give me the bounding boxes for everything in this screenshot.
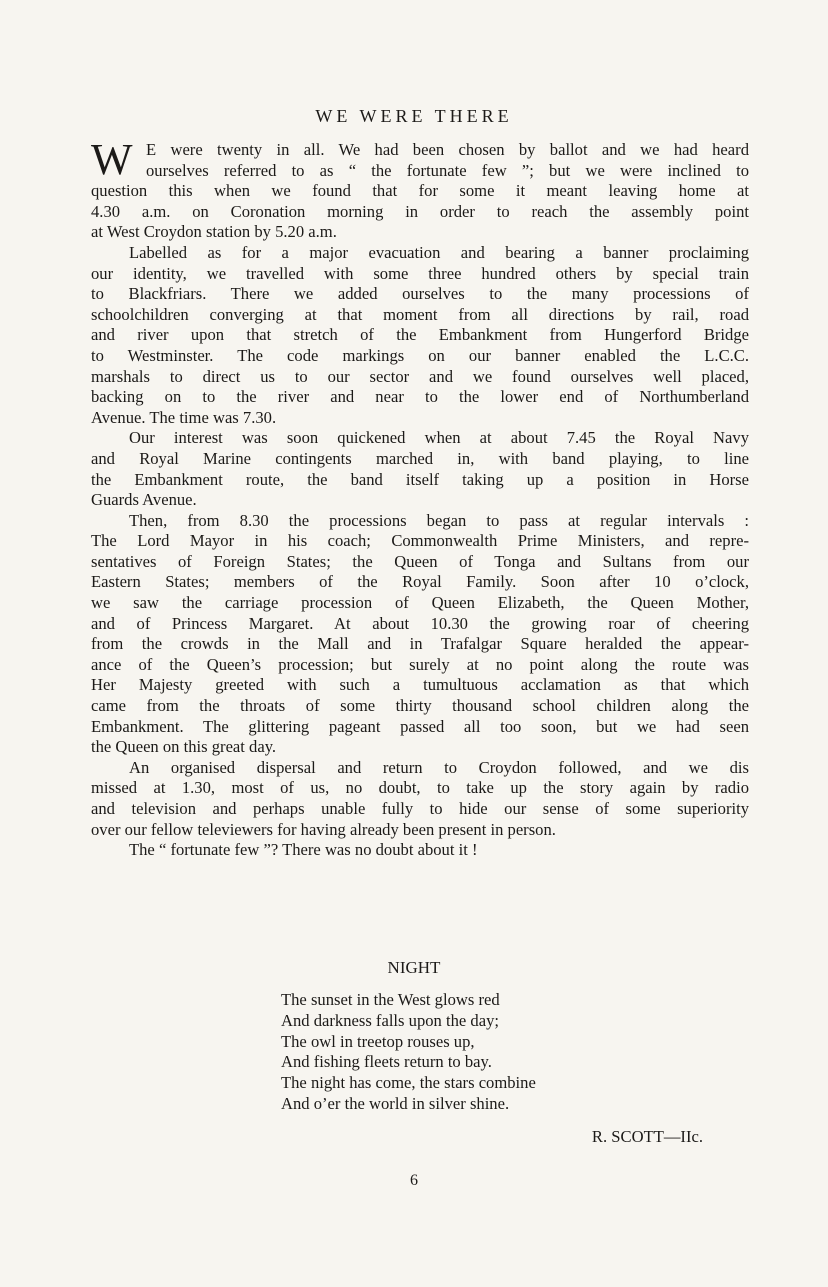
text-line: Guards Avenue. xyxy=(91,490,197,510)
text-line: Embankment. The glittering pageant passed all too soon, but we had seen xyxy=(91,716,749,736)
paragraph-2 xyxy=(91,243,749,428)
text-line: came from the throats of some thirty thousand school children along the xyxy=(91,696,749,716)
poem-line: The night has come, the stars combine xyxy=(281,1073,536,1093)
poem-title: NIGHT xyxy=(387,958,441,977)
text-line: The Lord Mayor in his coach; Commonwealth Prime Ministers, and repre- xyxy=(91,531,749,551)
text-line: missed at 1.30, most of us, no doubt, to take up the story again by radio xyxy=(91,778,749,798)
text-line: sentatives of Foreign States; the Queen of Tonga and Sultans from our xyxy=(91,551,749,571)
article-title: WE WERE THERE xyxy=(315,106,513,126)
text-line: at West Croydon station by 5.20 a.m. xyxy=(91,222,337,242)
text-line: to Blackfriars. There we added ourselves to the many processions of xyxy=(91,284,749,304)
text-line: 4.30 a.m. on Coronation morning in order to reach the assembly point xyxy=(91,201,749,221)
text-line: we saw the carriage procession of Queen Elizabeth, the Queen Mother, xyxy=(91,593,749,613)
paragraph-6 xyxy=(91,840,749,861)
paragraph-3 xyxy=(91,428,749,510)
text-line: Her Majesty greeted with such a tumultuous acclamation as that which xyxy=(91,675,749,695)
text-line: and television and perhaps unable fully to hide our sense of some superiority xyxy=(91,799,749,818)
paragraph-1 xyxy=(91,135,749,243)
poem-line: And o’er the world in silver shine. xyxy=(281,1093,510,1113)
text-line: ourselves referred to as “ the fortunate few ”; but we were inclined to xyxy=(146,160,749,180)
text-line: our identity, we travelled with some three hundred others by special train xyxy=(91,263,749,283)
text-line: from the crowds in the Mall and in Trafalgar Square heralded the appear- xyxy=(91,634,749,654)
text-line: to Westminster. The code markings on our banner enabled the L.C.C. xyxy=(91,345,749,365)
poem-line: And fishing fleets return to bay. xyxy=(281,1052,492,1072)
text-line: and river upon that stretch of the Embankment from Hungerford Bridge xyxy=(91,325,749,345)
text-line: Our interest was soon quickened when at about 7.45 the Royal Navy xyxy=(129,428,749,448)
poem-line: The sunset in the West glows red xyxy=(281,990,500,1009)
text-line: Then, from 8.30 the processions began to pass at regular intervals : xyxy=(129,510,749,530)
article-body xyxy=(91,135,749,861)
poem-line: The owl in treetop rouses up, xyxy=(281,1031,475,1051)
text-line: Labelled as for a major evacuation and bearing a banner proclaiming xyxy=(129,242,749,262)
text-line: The “ fortunate few ”? There was no doubt about it ! xyxy=(129,840,478,860)
text-line: An organised dispersal and return to Croydon followed, and we dis xyxy=(129,757,749,777)
text-line: schoolchildren converging at that moment from all directions by rail, road xyxy=(91,304,749,324)
poem-body xyxy=(281,990,536,1115)
text-line: marshals to direct us to our sector and we found ourselves well placed, xyxy=(91,366,749,386)
text-line: Avenue. The time was 7.30. xyxy=(91,407,277,427)
text-line: question this when we found that for some it meant leaving home at xyxy=(91,181,749,201)
text-line: over our fellow televiewers for having already been present in person. xyxy=(91,819,556,839)
text-line: and Royal Marine contingents marched in, with band playing, to line xyxy=(91,448,749,468)
drop-cap: W xyxy=(91,135,133,184)
text-line: backing on to the river and near to the lower end of Northumberland xyxy=(91,387,749,407)
paragraph-5 xyxy=(91,758,749,840)
text-line: the Queen on this great day. xyxy=(91,737,277,757)
text-line: E were twenty in all. We had been chosen by ballot and we had heard xyxy=(146,140,749,159)
text-line: Eastern States; members of the Royal Family. Soon after 10 o’clock, xyxy=(91,572,749,592)
text-line: ance of the Queen’s procession; but surely at no point along the route was xyxy=(91,654,749,674)
text-line: the Embankment route, the band itself taking up a position in Horse xyxy=(91,469,749,489)
text-line: and of Princess Margaret. At about 10.30 the growing roar of cheering xyxy=(91,613,749,633)
poem-line: And darkness falls upon the day; xyxy=(281,1010,499,1030)
poem-author: R. SCOTT—IIc. xyxy=(591,1127,703,1146)
page-number: 6 xyxy=(410,1172,418,1189)
paragraph-4 xyxy=(91,511,749,758)
